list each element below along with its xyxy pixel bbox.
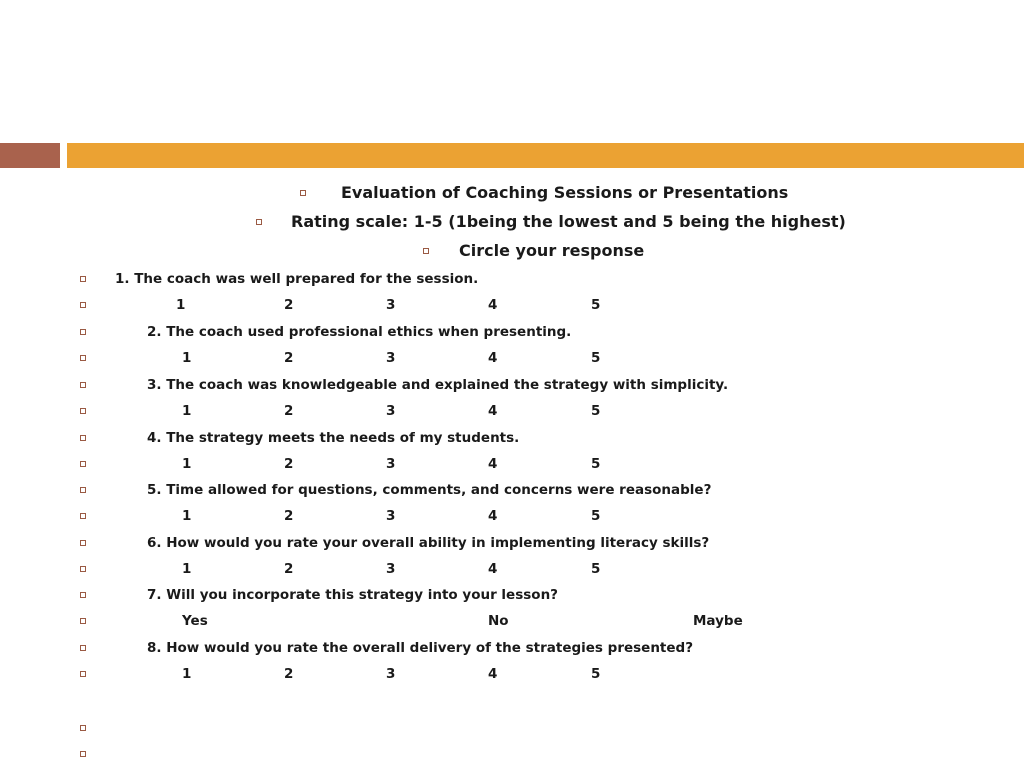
question-text: 2. The coach used professional ethics when presenting.: [147, 324, 572, 340]
options-bullet: [80, 513, 86, 519]
options-bullet: [80, 355, 86, 361]
question-text: 4. The strategy meets the needs of my students.: [147, 430, 520, 446]
question-bullet: [80, 276, 86, 282]
rating-scale-text: Rating scale: 1-5 (1being the lowest and 5 being the highest): [291, 212, 846, 231]
page-title: Evaluation of Coaching Sessions or Presentations: [341, 183, 789, 202]
rating-option[interactable]: 3: [386, 297, 396, 313]
question-text: 6. How would you rate your overall ability in implementing literacy skills?: [147, 535, 710, 551]
header-instruction-bullet: [423, 248, 429, 254]
rating-option[interactable]: Yes: [182, 613, 208, 629]
header-scale-bullet: [256, 219, 262, 225]
rating-option[interactable]: 3: [386, 561, 396, 577]
rating-option[interactable]: 4: [488, 561, 498, 577]
rating-option[interactable]: 5: [591, 350, 601, 366]
rating-option[interactable]: 4: [488, 403, 498, 419]
rating-option[interactable]: 3: [386, 350, 396, 366]
question-bullet: [80, 329, 86, 335]
question-bullet: [80, 382, 86, 388]
options-bullet: [80, 302, 86, 308]
rating-option[interactable]: 3: [386, 403, 396, 419]
question-bullet: [80, 487, 86, 493]
question-text: 8. How would you rate the overall delivery of the strategies presented?: [147, 640, 694, 656]
rating-option[interactable]: 2: [284, 666, 294, 682]
rating-option[interactable]: 1: [176, 297, 186, 313]
options-bullet: [80, 461, 86, 467]
rating-option[interactable]: 4: [488, 456, 498, 472]
question-bullet: [80, 435, 86, 441]
options-bullet: [80, 618, 86, 624]
rating-option[interactable]: 2: [284, 561, 294, 577]
rating-option[interactable]: No: [488, 613, 509, 629]
rating-option[interactable]: 5: [591, 508, 601, 524]
rating-option[interactable]: 3: [386, 508, 396, 524]
options-bullet: [80, 566, 86, 572]
header-title-bullet: [300, 190, 306, 196]
instruction-text: Circle your response: [459, 241, 645, 260]
rating-option[interactable]: 2: [284, 456, 294, 472]
rating-option[interactable]: 5: [591, 666, 601, 682]
accent-bar-right: [67, 143, 1024, 168]
rating-option[interactable]: 1: [182, 666, 192, 682]
rating-option[interactable]: 4: [488, 666, 498, 682]
rating-option[interactable]: 3: [386, 666, 396, 682]
rating-option[interactable]: 2: [284, 403, 294, 419]
rating-option[interactable]: 2: [284, 350, 294, 366]
accent-bar-left: [0, 143, 60, 168]
rating-option[interactable]: 5: [591, 561, 601, 577]
empty-bullet: [80, 725, 86, 731]
question-bullet: [80, 592, 86, 598]
rating-option[interactable]: 5: [591, 456, 601, 472]
rating-option[interactable]: 1: [182, 350, 192, 366]
rating-option[interactable]: 3: [386, 456, 396, 472]
rating-option[interactable]: 1: [182, 561, 192, 577]
rating-option[interactable]: 1: [182, 508, 192, 524]
rating-option[interactable]: 4: [488, 508, 498, 524]
rating-option[interactable]: 4: [488, 297, 498, 313]
rating-option[interactable]: 5: [591, 403, 601, 419]
rating-option[interactable]: Maybe: [693, 613, 743, 629]
rating-option[interactable]: 4: [488, 350, 498, 366]
question-text: 1. The coach was well prepared for the session.: [115, 271, 479, 287]
question-text: 5. Time allowed for questions, comments, and concerns were reasonable?: [147, 482, 712, 498]
question-text: 7. Will you incorporate this strategy into your lesson?: [147, 587, 559, 603]
rating-option[interactable]: 2: [284, 297, 294, 313]
rating-option[interactable]: 1: [182, 456, 192, 472]
question-text: 3. The coach was knowledgeable and explained the strategy with simplicity.: [147, 377, 729, 393]
question-bullet: [80, 645, 86, 651]
options-bullet: [80, 671, 86, 677]
rating-option[interactable]: 2: [284, 508, 294, 524]
empty-bullet: [80, 751, 86, 757]
rating-option[interactable]: 1: [182, 403, 192, 419]
options-bullet: [80, 408, 86, 414]
question-bullet: [80, 540, 86, 546]
rating-option[interactable]: 5: [591, 297, 601, 313]
